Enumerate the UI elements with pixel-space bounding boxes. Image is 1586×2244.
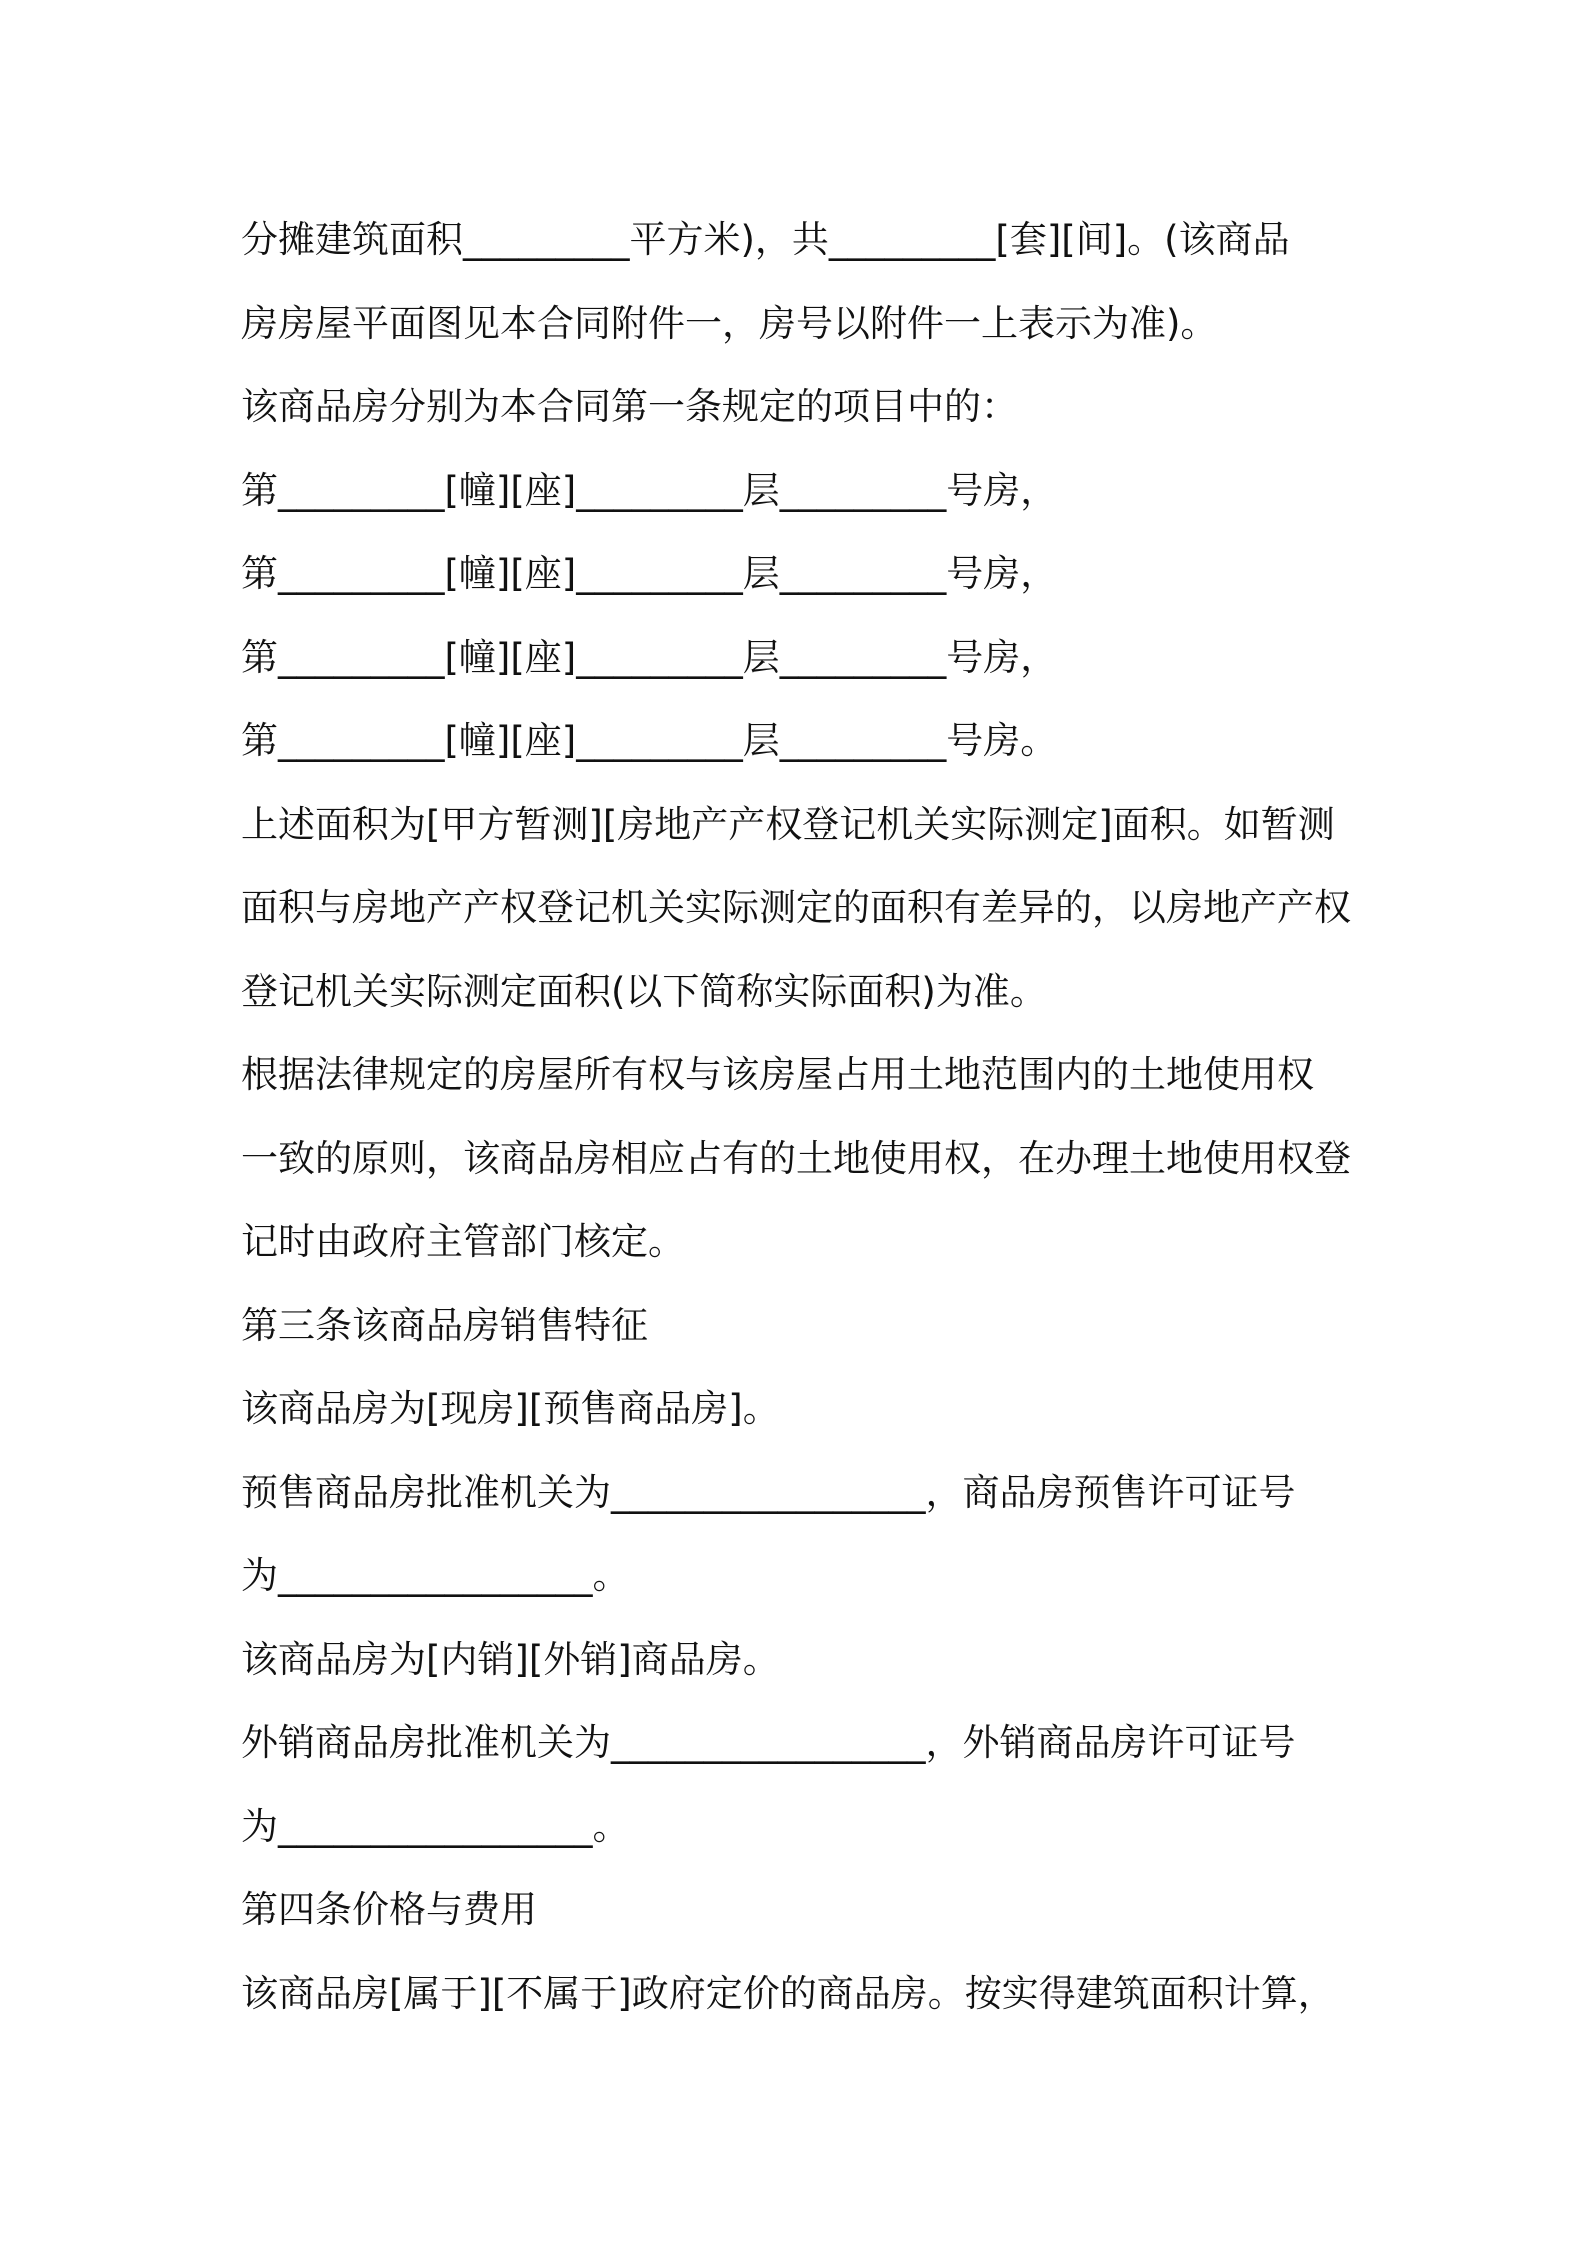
- text-line-10: 登记机关实际测定面积(以下简称实际面积)为准。: [241, 969, 1047, 1013]
- text-line-2: 房房屋平面图见本合同附件一，房号以附件一上表示为准)。: [241, 301, 1218, 345]
- text-line-17: 为_________________。: [241, 1554, 630, 1597]
- document-body: [241, 198, 1361, 2035]
- text-line-22: 该商品房[属于][不属于]政府定价的商品房。按实得建筑面积计算，: [241, 1971, 1335, 2015]
- text-line-7: 第_________[幢][座]_________层_________号房。: [241, 719, 1058, 762]
- text-line-3: 该商品房分别为本合同第一条规定的项目中的：: [241, 385, 1018, 428]
- text-line-8: 上述面积为[甲方暂测][房地产产权登记机关实际测定]面积。如暂测: [241, 802, 1335, 846]
- text-line-20: 为_________________。: [241, 1804, 630, 1848]
- text-line-16: 预售商品房批准机关为_________________，商品房预售许可证号: [241, 1470, 1296, 1514]
- text-line-6: 第_________[幢][座]_________层_________号房，: [241, 635, 1058, 679]
- text-line-5: 第_________[幢][座]_________层_________号房，: [241, 552, 1058, 595]
- text-line-11: 根据法律规定的房屋所有权与该房屋占用土地范围内的土地使用权: [241, 1053, 1314, 1096]
- section-heading-3: 第三条该商品房销售特征: [241, 1303, 648, 1347]
- text-line-1: 分摊建筑面积_________平方米)，共_________[套][间]。(该商品: [241, 218, 1290, 261]
- text-line-19: 外销商品房批准机关为_________________，外销商品房许可证号: [241, 1721, 1296, 1764]
- text-line-12: 一致的原则，该商品房相应占有的土地使用权，在办理土地使用权登: [241, 1136, 1351, 1180]
- text-line-9: 面积与房地产产权登记机关实际测定的面积有差异的，以房地产产权: [241, 886, 1351, 929]
- text-line-15: 该商品房为[现房][预售商品房]。: [241, 1387, 780, 1430]
- text-line-4: 第_________[幢][座]_________层_________号房，: [241, 468, 1058, 512]
- section-heading-4: 第四条价格与费用: [241, 1888, 537, 1931]
- text-line-18: 该商品房为[内销][外销]商品房。: [241, 1637, 780, 1681]
- text-line-13: 记时由政府主管部门核定。: [241, 1220, 685, 1263]
